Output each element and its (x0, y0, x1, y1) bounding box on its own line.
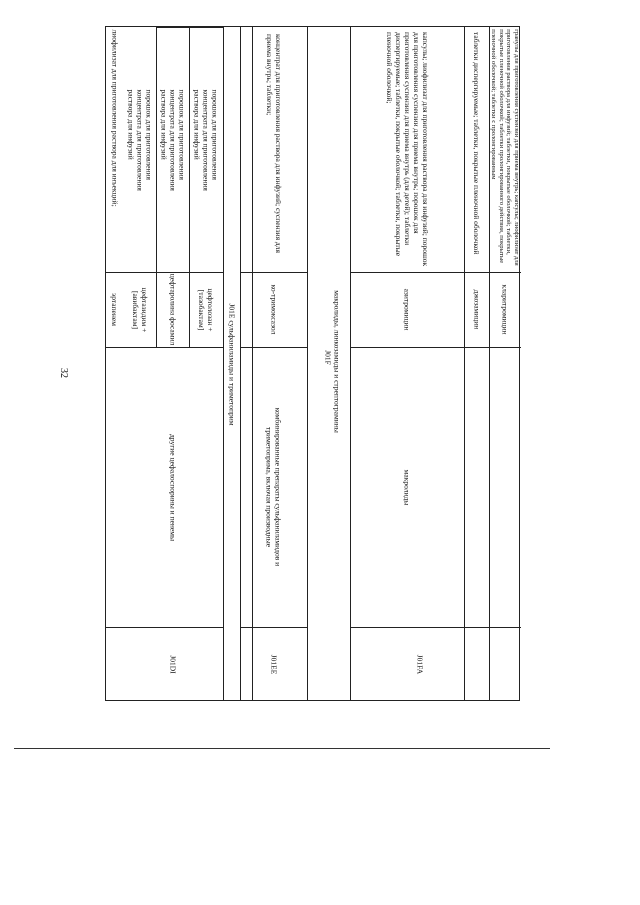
dosage-forms: гранулы для приготовления суспензии для приема внутрь; капсулы; лиофилизат для приготовления раствора для инфузий; таблетки, покрытые оболочкой; таблетки, покрытые пленочной оболочкой; таблетки пролонгированного действия, покрытые пленочной оболочкой; таблетки с пролонгированным (490, 29, 521, 267)
dosage-forms: порошок для приготовления концентрата для приготовления раствора для инфузий (126, 89, 153, 191)
forms-cell (489, 27, 521, 272)
group-name: другие цефалоспорины и пенемы (168, 433, 178, 541)
atc-code: J01EE (269, 654, 278, 675)
section-title: макролиды, линкозамиды и стрептограмины (332, 290, 342, 433)
group-cell (350, 347, 464, 627)
drug-name: ко-тримоксазол (269, 284, 278, 335)
group-cell (123, 347, 223, 627)
page-divider-line (14, 748, 550, 749)
drug-cell (189, 272, 223, 347)
drug-name: цефтолозан + [тазобактам] (197, 287, 215, 332)
drug-cell (106, 272, 123, 347)
drug-cell (464, 272, 489, 347)
forms-cell (189, 27, 223, 272)
forms-cell (464, 27, 489, 272)
atc-code: J01FA (415, 654, 424, 675)
drug-name: азитромицин (402, 288, 412, 331)
forms-cell (156, 27, 189, 272)
section-header (307, 27, 350, 702)
atc-code: J01DI (168, 655, 178, 674)
drug-cell (240, 272, 307, 347)
dosage-forms: таблетки диспергируемые; таблетки, покрытые пленочной оболочкой (472, 32, 481, 255)
drug-cell (350, 272, 464, 347)
atc-code-cell (123, 627, 223, 702)
forms-cell (106, 27, 123, 272)
drug-cell (123, 272, 156, 347)
dosage-forms: концентрат для приготовления раствора для инфузий; суспензия для приема внутрь; таблетки; (264, 33, 283, 253)
drug-name: эртапенем (110, 293, 119, 326)
group-cell (240, 347, 307, 627)
drug-cell (156, 272, 189, 347)
forms-cell (350, 27, 464, 272)
drug-name: цефтаролина фосамил (168, 273, 177, 346)
dosage-forms: лиофилизат для приготовления раствора для инъекций; (110, 29, 119, 207)
group-name: макролиды (402, 469, 412, 505)
drug-name: джозамицин (472, 289, 481, 330)
forms-cell (123, 27, 156, 272)
medication-table (105, 26, 520, 701)
atc-code-cell (350, 627, 489, 702)
drug-name: кларитромицин (500, 284, 510, 335)
drug-name: цефтазидим + [авибактам] (130, 287, 149, 332)
dosage-forms: порошок для приготовления концентрата для приготовления раствора для инфузий (159, 89, 186, 191)
section-code: J01F (323, 350, 333, 365)
forms-cell (240, 27, 307, 272)
section-title: J01E сульфаниламиды и триметоприм (227, 303, 236, 426)
dosage-forms: капсулы; лиофилизат для приготовления раствора для инфузий; порошок для приготовления суспензии для приема внутрь; порошок для приготовления суспензии для приема внутрь (для детей); таблетки диспергируемые; таблетки, покрытые оболочкой; таблетки, покрытые пленочной оболочкой; (384, 32, 430, 267)
group-name: комбинированные препараты сульфаниламидов и триметоприма, включая производные (264, 407, 283, 567)
section-header (223, 27, 240, 702)
drug-cell (489, 272, 521, 347)
dosage-forms: порошок для приготовления концентрата для приготовления раствора для инфузий (192, 89, 220, 191)
page-number: 32 (58, 368, 69, 378)
atc-code-cell (240, 627, 307, 702)
